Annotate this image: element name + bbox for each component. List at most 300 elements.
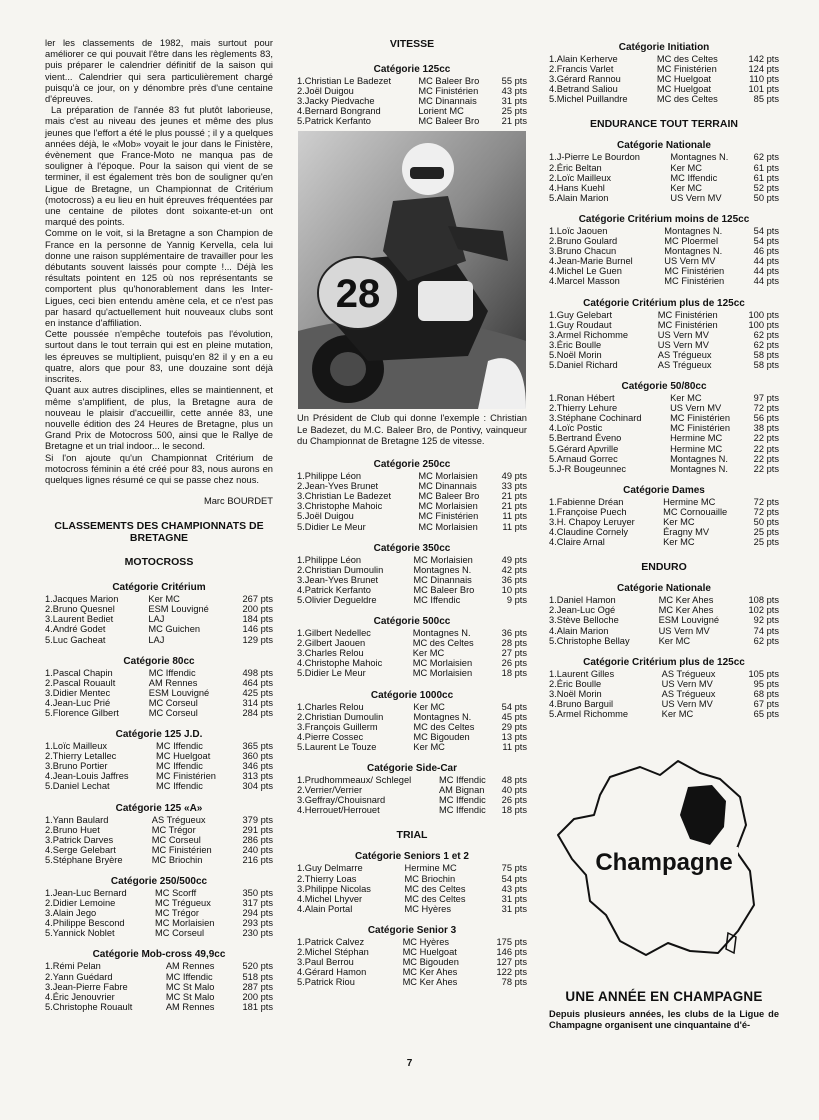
points: 102 pts (748, 605, 779, 616)
points: 54 pts (753, 236, 779, 247)
club-name: MC Cornouaille (663, 506, 728, 517)
article-author: Marc BOURDET (203, 496, 273, 507)
points: 22 pts (753, 463, 779, 474)
category-heading: Catégorie 125 J.D. (115, 729, 203, 741)
club-name: MC Dinannais (418, 481, 477, 492)
club-name: MC Bigouden (413, 731, 470, 742)
category-heading: Catégorie Side-Car (366, 763, 458, 775)
rider-name: 5.Noël Morin (549, 349, 602, 360)
rider-name: 4.Serge Gelebart (45, 844, 116, 855)
rider-name: 5.Alain Marion (549, 192, 609, 203)
club-name: Montagnes N. (670, 152, 729, 163)
rider-name: 1.Pascal Chapin (45, 667, 113, 678)
club-name: US Vern MV (664, 256, 716, 267)
endurance-results (549, 140, 779, 547)
category-heading: Catégorie Critérium plus de 125cc (583, 297, 745, 309)
points: 240 pts (242, 844, 273, 855)
club-name: LAJ (148, 634, 165, 645)
rider-name: 3.Stève Belloche (549, 615, 619, 626)
rider-name: 3.Noël Morin (549, 688, 602, 699)
bottom-heading: UNE ANNÉE EN CHAMPAGNE (565, 989, 763, 1005)
points: 26 pts (501, 658, 527, 669)
rider-name: 3.Stéphane Cochinard (549, 413, 642, 424)
result-row (297, 785, 527, 795)
result-row (45, 918, 273, 928)
points: 42 pts (501, 564, 527, 575)
rider-name: 1.Jacques Marion (45, 594, 119, 605)
result-row (45, 845, 273, 855)
result-row (297, 481, 527, 491)
result-row (297, 732, 527, 742)
result-row (297, 491, 527, 501)
result-row (45, 761, 273, 771)
club-name: MC Morlaisien (418, 521, 478, 532)
rider-name: 4.Michel Le Guen (549, 266, 622, 277)
club-name: MC Morlaisien (418, 471, 478, 482)
motocross-heading: MOTOCROSS (124, 556, 194, 569)
rider-name: 2.Thierry Letallec (45, 751, 117, 762)
club-name: MC Finistérien (156, 771, 216, 782)
results-table (297, 555, 527, 605)
result-row (549, 615, 779, 625)
points: 216 pts (242, 854, 273, 865)
club-name: US Vern MV (670, 192, 722, 203)
club-name: MC Iffendic (156, 761, 203, 772)
rider-name: 2.Yann Guédard (45, 971, 113, 982)
result-row (549, 226, 779, 236)
rider-name: 3.François Guillerm (297, 721, 378, 732)
points: 49 pts (501, 471, 527, 482)
results-table (297, 937, 527, 987)
points: 286 pts (242, 834, 273, 845)
results-table (45, 961, 273, 1011)
results-table (45, 815, 273, 865)
points: 100 pts (748, 319, 779, 330)
rider-name: 5.Gérard Apvrille (549, 443, 619, 454)
points: 58 pts (753, 359, 779, 370)
points: 304 pts (242, 781, 273, 792)
club-name: MC Huelgoat (656, 84, 712, 95)
points: 25 pts (753, 527, 779, 538)
points: 146 pts (242, 624, 273, 635)
points: 67 pts (753, 699, 779, 710)
result-row (297, 884, 527, 894)
results-table (549, 497, 779, 547)
rider-name: 5.Michel Puillandre (549, 94, 628, 105)
points: 49 pts (501, 554, 527, 565)
club-name: ESM Louvigné (148, 604, 209, 615)
result-row (549, 266, 779, 276)
category-heading: Catégorie Senior 3 (367, 924, 457, 936)
points: 13 pts (501, 731, 527, 742)
club-name: AM Rennes (165, 961, 215, 972)
rider-name: 5.Bertrand Éveno (549, 433, 622, 444)
points: 62 pts (753, 329, 779, 340)
rider-name: 4.Betrand Saliou (549, 84, 618, 95)
points: 25 pts (501, 106, 527, 117)
points: 27 pts (501, 648, 527, 659)
motorcycle-racer-image (298, 131, 526, 409)
rider-name: 2.Joël Duigou (297, 86, 354, 97)
endurance-heading: ENDURANCE TOUT TERRAIN (590, 118, 738, 131)
points: 127 pts (496, 957, 527, 968)
rider-name: 2.Thierry Lehure (549, 403, 618, 414)
rider-name: 2.Francis Varlet (549, 64, 614, 75)
result-row (45, 698, 273, 708)
result-row (549, 393, 779, 403)
result-row (297, 471, 527, 481)
rider-name: 5.Didier Le Meur (297, 668, 366, 679)
results-table (549, 595, 779, 645)
points: 21 pts (501, 491, 527, 502)
points: 74 pts (753, 625, 779, 636)
club-name: US Vern MV (657, 329, 709, 340)
points: 22 pts (753, 453, 779, 464)
club-name: MC Hyères (404, 903, 452, 914)
result-row (549, 517, 779, 527)
result-row (549, 537, 779, 547)
club-name: MC Trégueux (155, 898, 211, 909)
club-name: Ker MC (670, 182, 702, 193)
rider-name: 1.Jean-Luc Bernard (45, 888, 127, 898)
results-table (549, 393, 779, 474)
club-name: MC Iffendic (438, 805, 486, 816)
france-map (550, 755, 778, 965)
result-row (549, 84, 779, 94)
result-row (549, 464, 779, 474)
results-table (549, 310, 779, 371)
club-name: MC des Celtes (413, 721, 475, 732)
result-row (549, 444, 779, 454)
points: 129 pts (242, 634, 273, 645)
rider-name: 5.Armel Richomme (549, 709, 629, 720)
result-row (45, 594, 273, 604)
rider-name: 3.Charles Relou (297, 648, 364, 659)
rider-name: 1.Gilbert Nedellec (297, 628, 371, 639)
points: 65 pts (753, 709, 779, 720)
club-name: MC Finistérien (418, 511, 479, 522)
points: 31 pts (501, 96, 527, 107)
rider-name: 2.Jean-Yves Brunet (297, 481, 379, 492)
points: 97 pts (753, 393, 779, 404)
points: 72 pts (753, 496, 779, 507)
result-row (297, 904, 527, 914)
result-row (297, 957, 527, 967)
rider-name: 1.Loïc Jaouen (549, 225, 608, 236)
rider-name: 4.Jean-Marie Burnel (549, 256, 633, 267)
club-name: MC Baleer Bro (418, 76, 480, 86)
column-right (549, 42, 779, 1032)
result-row (297, 967, 527, 977)
enduro-heading: ENDURO (641, 561, 687, 574)
rider-name: 4.Marcel Masson (549, 276, 620, 287)
race-number: 28 (335, 272, 381, 317)
club-name: Ker MC (661, 709, 694, 720)
results-table (549, 669, 779, 719)
result-row (45, 678, 273, 688)
result-row (45, 972, 273, 982)
vitesse-heading: VITESSE (389, 38, 435, 50)
rider-name: 2.Bruno Huet (45, 824, 100, 835)
points: 43 pts (501, 86, 527, 97)
article-paragraph: Si l'on ajoute qu'un Championnat Critérium de motocross féminin a été créé pour 83, nous aurons en quelques lignes résumé ce qui se passe chez nous. (45, 452, 273, 485)
result-row (549, 340, 779, 350)
club-name: MC Finistérien (670, 413, 730, 424)
bottom-intro: Depuis plusieurs années, les clubs de la Ligue de Champagne organisent une cinquantaine d'é- (549, 1009, 779, 1031)
result-row (549, 497, 779, 507)
result-row (549, 74, 779, 84)
club-name: US Vern MV (657, 339, 709, 350)
result-row (45, 815, 273, 825)
result-row (297, 894, 527, 904)
points: 291 pts (242, 824, 273, 835)
result-row (549, 689, 779, 699)
category-heading: Catégorie 1000cc (370, 689, 454, 701)
rider-name: 3.Geffray/Chouisnard (297, 795, 386, 806)
rider-name: 1.Philippe Léon (297, 471, 362, 482)
rider-name: 4.Philippe Bescond (45, 918, 125, 929)
race-photo (298, 131, 526, 409)
result-row (549, 173, 779, 183)
result-row (45, 835, 273, 845)
rider-name: 2.Thierry Loas (297, 873, 357, 884)
points: 110 pts (749, 74, 779, 85)
club-name: MC Dinannais (413, 574, 472, 585)
points: 85 pts (753, 94, 779, 105)
club-name: MC Huelgoat (656, 74, 712, 85)
club-name: MC Huelgoat (402, 946, 457, 957)
club-name: MC Bigouden (402, 957, 459, 968)
points: 18 pts (501, 668, 527, 679)
result-row (45, 668, 273, 678)
points: 54 pts (501, 873, 527, 884)
result-row (297, 937, 527, 947)
points: 75 pts (501, 863, 527, 874)
category-heading: Catégorie 250/500cc (110, 876, 208, 887)
club-name: MC Finistérien (657, 319, 718, 330)
result-row (45, 771, 273, 781)
results-table (549, 54, 779, 104)
points: 122 pts (496, 967, 527, 978)
club-name: MC des Celtes (656, 94, 718, 105)
points: 33 pts (501, 481, 527, 492)
rider-name: 4.Claire Arnal (549, 537, 605, 548)
results-table (549, 226, 779, 287)
result-row (45, 751, 273, 761)
club-name: Ker MC (413, 741, 445, 752)
rider-name: 2.Bruno Quesnel (45, 604, 115, 615)
result-row (45, 908, 273, 918)
club-name: MC Iffendic (413, 595, 461, 606)
result-row (45, 928, 273, 938)
club-name: ESM Louvigné (658, 615, 720, 626)
rider-name: 1.Alain Kerherve (549, 54, 618, 64)
rider-name: 2.Jean-Luc Ogé (549, 605, 616, 616)
points: 46 pts (753, 246, 779, 257)
result-row (297, 106, 527, 116)
result-row (549, 163, 779, 173)
points: 72 pts (753, 506, 779, 517)
rider-name: 5.Patrick Kerfanto (297, 116, 371, 127)
result-row (549, 454, 779, 464)
rider-name: 1.Ronan Hébert (549, 393, 615, 404)
club-name: MC Morlaisien (412, 668, 473, 679)
rider-name: 3.Jean-Yves Brunet (297, 574, 379, 585)
points: 95 pts (753, 678, 779, 689)
points: 28 pts (501, 638, 527, 649)
points: 52 pts (753, 182, 779, 193)
points: 287 pts (242, 981, 273, 992)
points: 31 pts (501, 903, 527, 914)
rider-name: 4.Bruno Barguil (549, 699, 614, 710)
club-name: MC Scorff (155, 888, 197, 898)
result-row (45, 1002, 273, 1012)
points: 146 pts (496, 946, 527, 957)
rider-name: 1.J-Pierre Le Bourdon (549, 152, 640, 163)
club-name: MC Ker Ahes (402, 967, 458, 978)
points: 56 pts (753, 413, 779, 424)
points: 181 pts (242, 1001, 273, 1012)
result-row (297, 555, 527, 565)
result-row (297, 775, 527, 785)
club-name: Montagnes N. (413, 564, 472, 575)
club-name: Ker MC (663, 517, 695, 527)
result-row (549, 679, 779, 689)
rider-name: 1.Guy Delmarre (297, 863, 363, 874)
points: 267 pts (242, 594, 273, 605)
rider-name: 1.Prudhommeaux/ Schlegel (297, 775, 412, 786)
club-name: MC Briochin (151, 854, 203, 865)
result-row (45, 614, 273, 624)
club-name: Montagnes N. (670, 463, 728, 474)
category-heading: Catégorie 50/80cc (621, 381, 707, 393)
rider-name: 4.Alain Portal (297, 903, 353, 914)
rider-name: 2.Didier Lemoine (45, 898, 116, 909)
club-name: MC Iffendic (438, 775, 486, 786)
club-name: LAJ (148, 614, 165, 625)
result-row (297, 86, 527, 96)
rider-name: 1.Loïc Mailleux (45, 741, 108, 752)
trial-heading: TRIAL (396, 829, 428, 842)
rider-name: 5.Daniel Richard (549, 359, 618, 370)
category-heading: Catégorie Critérium moins de 125cc (578, 213, 750, 225)
club-name: MC Corseul (151, 834, 201, 845)
result-row (297, 522, 527, 532)
result-row (297, 977, 527, 987)
rider-name: 5.Didier Le Meur (297, 521, 366, 532)
result-row (549, 152, 779, 162)
points: 44 pts (753, 276, 779, 287)
points: 379 pts (242, 814, 273, 825)
points: 50 pts (753, 192, 779, 203)
rider-name: 5.Luc Gacheat (45, 634, 106, 645)
points: 464 pts (242, 677, 273, 688)
points: 11 pts (502, 741, 527, 752)
trial-results (297, 851, 527, 987)
club-name: US Vern MV (670, 403, 722, 414)
result-row (549, 605, 779, 615)
rider-name: 4.Patrick Kerfanto (297, 584, 371, 595)
points: 313 pts (242, 771, 273, 782)
article-text (45, 38, 273, 506)
category-heading: Catégorie Dames (623, 484, 705, 496)
rider-name: 3.Christophe Mahoic (297, 501, 383, 512)
club-name: MC Iffendic (148, 667, 196, 678)
rider-name: 2.Loïc Mailleux (549, 172, 612, 183)
result-row (297, 668, 527, 678)
result-row (297, 648, 527, 658)
rider-name: 4.Jean-Luc Prié (45, 697, 111, 708)
club-name: US Vern MV (661, 699, 713, 710)
rider-name: 5.Patrick Riou (297, 977, 355, 988)
points: 54 pts (501, 701, 527, 712)
club-name: Ker MC (412, 648, 445, 659)
result-row (549, 64, 779, 74)
result-row (549, 320, 779, 330)
results-table (45, 594, 273, 644)
points: 21 pts (501, 501, 527, 512)
points: 11 pts (502, 521, 527, 532)
rider-name: 5.Florence Gilbert (45, 707, 119, 718)
club-name: MC Corseul (148, 697, 198, 708)
result-row (45, 604, 273, 614)
result-row (297, 742, 527, 752)
rider-name: 1.Patrick Calvez (297, 936, 365, 947)
club-name: AS Trégueux (657, 349, 712, 360)
club-name: Éragny MV (663, 527, 710, 538)
points: 360 pts (242, 751, 273, 762)
result-row (297, 511, 527, 521)
points: 200 pts (242, 991, 273, 1002)
rider-name: 3.Jacky Piedvache (297, 96, 375, 107)
rider-name: 5.Olivier Degueldre (297, 595, 377, 606)
rider-name: 2.Bruno Goulard (549, 236, 618, 247)
points: 498 pts (242, 667, 273, 678)
result-row (549, 330, 779, 340)
points: 520 pts (242, 961, 273, 972)
rider-name: 4.Michel Lhyver (297, 893, 363, 904)
club-name: MC Iffendic (438, 795, 486, 806)
result-row (45, 992, 273, 1002)
result-row (45, 781, 273, 791)
results-table (45, 668, 273, 718)
club-name: MC Baleer Bro (418, 116, 480, 127)
points: 31 pts (501, 893, 527, 904)
rider-name: 4.Pierre Cossec (297, 731, 364, 742)
club-name: MC Finistérien (664, 276, 725, 287)
result-row (549, 276, 779, 286)
rider-name: 2.Éric Boulle (549, 678, 602, 689)
result-row (45, 708, 273, 718)
category-heading: Catégorie Mob-cross 49,9cc (92, 949, 226, 961)
points: 18 pts (501, 805, 527, 816)
result-row (549, 403, 779, 413)
points: 36 pts (501, 574, 527, 585)
result-row (297, 863, 527, 873)
club-name: AM Rennes (148, 677, 198, 688)
points: 61 pts (753, 162, 779, 173)
rider-name: 5.Daniel Lechat (45, 781, 110, 792)
result-row (549, 54, 779, 64)
result-row (297, 947, 527, 957)
points: 55 pts (501, 76, 527, 86)
rider-name: 5.Arnaud Gorrec (549, 453, 618, 464)
rider-name: 4.Christophe Mahoic (297, 658, 383, 669)
results-table (297, 702, 527, 752)
points: 22 pts (753, 433, 779, 444)
result-row (549, 256, 779, 266)
result-row (297, 638, 527, 648)
